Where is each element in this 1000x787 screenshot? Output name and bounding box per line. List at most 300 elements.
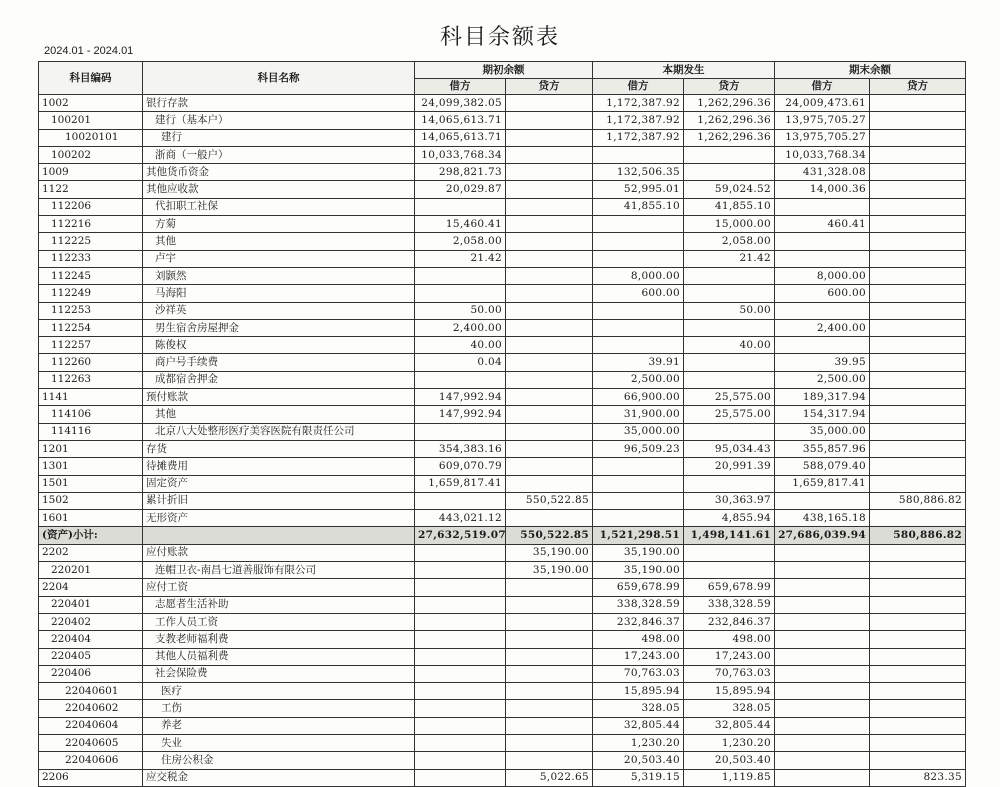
cell-current-credit: 1,262,296.36 (684, 112, 775, 129)
cell-closing-debit: 27,686,039.94 (775, 527, 870, 544)
cell-account-name: 刘颢然 (143, 267, 415, 284)
cell-account-code: 1501 (39, 475, 143, 492)
cell-current-credit: 659,678.99 (684, 579, 775, 596)
cell-account-name: 其他应收款 (143, 181, 415, 198)
cell-account-code: 10020101 (39, 129, 143, 146)
cell-opening-credit (506, 510, 593, 527)
cell-account-name: 其他人员福利费 (143, 648, 415, 665)
table-row (39, 492, 966, 509)
cell-opening-debit (415, 769, 506, 786)
cell-closing-debit: 189,317.94 (775, 389, 870, 406)
cell-current-credit: 50.00 (684, 302, 775, 319)
cell-closing-debit: 600.00 (775, 285, 870, 302)
cell-current-debit: 1,521,298.51 (593, 527, 684, 544)
cell-closing-credit: 580,886.82 (870, 527, 966, 544)
cell-current-debit (593, 216, 684, 233)
subtotal-row (39, 527, 966, 544)
cell-opening-debit: 15,460.41 (415, 216, 506, 233)
cell-current-debit (593, 146, 684, 163)
cell-closing-credit (870, 596, 966, 613)
cell-account-code: 2202 (39, 544, 143, 561)
cell-opening-debit (415, 267, 506, 284)
cell-closing-debit (775, 700, 870, 717)
cell-account-name: 应交税金 (143, 769, 415, 786)
cell-current-credit (684, 164, 775, 181)
cell-opening-debit: 1,659,817.41 (415, 475, 506, 492)
cell-opening-credit (506, 198, 593, 215)
cell-opening-credit (506, 233, 593, 250)
table-row (39, 389, 966, 406)
cell-account-code: 1601 (39, 510, 143, 527)
cell-current-debit: 39.91 (593, 354, 684, 371)
cell-opening-credit (506, 267, 593, 284)
cell-opening-debit: 14,065,613.71 (415, 129, 506, 146)
cell-current-debit (593, 475, 684, 492)
table-header (39, 62, 966, 95)
table-row (39, 440, 966, 457)
cell-current-credit (684, 319, 775, 336)
cell-closing-debit: 1,659,817.41 (775, 475, 870, 492)
cell-account-name: 预付账款 (143, 389, 415, 406)
cell-closing-debit: 154,317.94 (775, 406, 870, 423)
cell-current-debit (593, 250, 684, 267)
cell-closing-credit (870, 683, 966, 700)
cell-closing-debit (775, 648, 870, 665)
table-body (39, 95, 966, 787)
cell-current-debit: 32,805.44 (593, 717, 684, 734)
cell-closing-credit (870, 250, 966, 267)
cell-opening-credit (506, 631, 593, 648)
cell-opening-credit (506, 406, 593, 423)
cell-account-code: 112253 (39, 302, 143, 319)
cell-current-credit: 1,230.20 (684, 734, 775, 751)
cell-opening-credit (506, 717, 593, 734)
cell-opening-debit: 24,099,382.05 (415, 95, 506, 112)
cell-account-code: 22040601 (39, 683, 143, 700)
cell-account-code: 2206 (39, 769, 143, 786)
cell-opening-debit: 20,029.87 (415, 181, 506, 198)
cell-closing-credit (870, 475, 966, 492)
col-header-opening-credit: 贷方 (506, 79, 593, 95)
cell-opening-credit (506, 95, 593, 112)
cell-opening-credit (506, 475, 593, 492)
cell-account-code: 220402 (39, 613, 143, 630)
cell-opening-credit (506, 129, 593, 146)
cell-opening-debit: 14,065,613.71 (415, 112, 506, 129)
table-row (39, 734, 966, 751)
table-row (39, 302, 966, 319)
cell-account-code: 114116 (39, 423, 143, 440)
cell-current-debit: 498.00 (593, 631, 684, 648)
cell-closing-credit (870, 129, 966, 146)
cell-account-code: 220404 (39, 631, 143, 648)
cell-opening-debit (415, 700, 506, 717)
cell-account-code: (资产)小计: (39, 527, 143, 544)
cell-account-name: 医疗 (143, 683, 415, 700)
cell-account-name: 其他货币资金 (143, 164, 415, 181)
cell-current-credit: 40.00 (684, 337, 775, 354)
cell-account-name: 失业 (143, 734, 415, 751)
cell-opening-credit (506, 613, 593, 630)
table-row (39, 285, 966, 302)
cell-current-debit: 1,172,387.92 (593, 95, 684, 112)
cell-opening-debit: 10,033,768.34 (415, 146, 506, 163)
cell-account-code: 1301 (39, 458, 143, 475)
cell-account-code: 1122 (39, 181, 143, 198)
table-row (39, 267, 966, 284)
cell-closing-debit: 13,975,705.27 (775, 112, 870, 129)
col-header-closing-credit: 贷方 (870, 79, 966, 95)
table-row (39, 579, 966, 596)
table-row (39, 198, 966, 215)
cell-closing-debit: 431,328.08 (775, 164, 870, 181)
cell-opening-debit: 40.00 (415, 337, 506, 354)
col-header-closing: 期末余额 (775, 62, 966, 79)
table-row (39, 164, 966, 181)
cell-account-code: 112206 (39, 198, 143, 215)
cell-opening-credit: 35,190.00 (506, 562, 593, 579)
cell-closing-credit (870, 285, 966, 302)
cell-closing-debit: 24,009,473.61 (775, 95, 870, 112)
cell-current-debit: 1,230.20 (593, 734, 684, 751)
cell-current-credit: 1,119.85 (684, 769, 775, 786)
cell-closing-credit (870, 648, 966, 665)
cell-current-credit (684, 544, 775, 561)
cell-closing-credit (870, 146, 966, 163)
cell-current-credit: 70,763.03 (684, 665, 775, 682)
cell-closing-debit (775, 717, 870, 734)
cell-closing-credit (870, 354, 966, 371)
cell-account-name: 存货 (143, 440, 415, 457)
cell-opening-debit (415, 423, 506, 440)
cell-opening-debit: 147,992.94 (415, 389, 506, 406)
cell-current-credit: 17,243.00 (684, 648, 775, 665)
cell-account-name: 应付账款 (143, 544, 415, 561)
cell-closing-credit (870, 406, 966, 423)
cell-account-name: 连帽卫衣-南昌七道善服饰有限公司 (143, 562, 415, 579)
cell-opening-debit: 50.00 (415, 302, 506, 319)
cell-opening-credit: 35,190.00 (506, 544, 593, 561)
cell-opening-debit: 443,021.12 (415, 510, 506, 527)
cell-account-code: 220201 (39, 562, 143, 579)
cell-opening-debit (415, 285, 506, 302)
cell-closing-credit (870, 337, 966, 354)
cell-opening-debit (415, 492, 506, 509)
cell-current-debit (593, 510, 684, 527)
cell-account-code: 22040602 (39, 700, 143, 717)
cell-opening-debit (415, 648, 506, 665)
cell-current-debit: 8,000.00 (593, 267, 684, 284)
cell-closing-debit: 2,400.00 (775, 319, 870, 336)
cell-opening-credit (506, 440, 593, 457)
table-row (39, 700, 966, 717)
cell-opening-credit (506, 700, 593, 717)
cell-opening-credit (506, 648, 593, 665)
cell-opening-debit: 298,821.73 (415, 164, 506, 181)
cell-account-code: 1141 (39, 389, 143, 406)
cell-current-credit: 30,363.97 (684, 492, 775, 509)
cell-account-code: 112263 (39, 371, 143, 388)
table-row (39, 216, 966, 233)
cell-current-debit: 5,319.15 (593, 769, 684, 786)
col-header-code: 科目编码 (39, 62, 143, 95)
cell-closing-debit (775, 302, 870, 319)
cell-opening-credit (506, 683, 593, 700)
cell-account-name: 养老 (143, 717, 415, 734)
cell-closing-credit (870, 319, 966, 336)
table-row (39, 181, 966, 198)
cell-account-name (143, 527, 415, 544)
cell-account-name: 支教老师福利费 (143, 631, 415, 648)
cell-current-debit: 66,900.00 (593, 389, 684, 406)
cell-current-debit: 70,763.03 (593, 665, 684, 682)
cell-account-name: 代扣职工社保 (143, 198, 415, 215)
cell-closing-credit (870, 717, 966, 734)
cell-account-code: 220405 (39, 648, 143, 665)
cell-opening-debit (415, 371, 506, 388)
cell-account-code: 1201 (39, 440, 143, 457)
cell-closing-debit: 39.95 (775, 354, 870, 371)
table-row (39, 233, 966, 250)
cell-closing-credit (870, 613, 966, 630)
table-row (39, 337, 966, 354)
cell-closing-credit (870, 112, 966, 129)
cell-closing-debit (775, 752, 870, 769)
cell-closing-debit: 2,500.00 (775, 371, 870, 388)
table-row (39, 717, 966, 734)
cell-opening-debit (415, 613, 506, 630)
cell-opening-credit (506, 337, 593, 354)
cell-current-debit: 15,895.94 (593, 683, 684, 700)
cell-closing-credit (870, 389, 966, 406)
table-row (39, 665, 966, 682)
cell-opening-credit (506, 389, 593, 406)
table-row (39, 544, 966, 561)
page-title: 科目余额表 (439, 25, 560, 50)
cell-current-debit: 232,846.37 (593, 613, 684, 630)
cell-account-code: 114106 (39, 406, 143, 423)
table-row (39, 371, 966, 388)
cell-opening-debit (415, 665, 506, 682)
table-row (39, 475, 966, 492)
report-period: 2024.01 - 2024.01 (44, 45, 134, 57)
cell-account-name: 卢宇 (143, 250, 415, 267)
cell-closing-debit (775, 544, 870, 561)
cell-opening-debit (415, 734, 506, 751)
cell-closing-credit (870, 579, 966, 596)
table-row (39, 769, 966, 786)
cell-closing-credit (870, 734, 966, 751)
cell-opening-debit (415, 683, 506, 700)
cell-opening-credit (506, 665, 593, 682)
cell-closing-debit (775, 492, 870, 509)
cell-opening-credit (506, 285, 593, 302)
cell-current-debit (593, 302, 684, 319)
cell-current-debit (593, 319, 684, 336)
cell-account-code: 112260 (39, 354, 143, 371)
cell-closing-credit (870, 95, 966, 112)
col-header-opening-debit: 借方 (415, 79, 506, 95)
cell-closing-credit (870, 752, 966, 769)
cell-closing-debit (775, 734, 870, 751)
cell-account-name: 成都宿舍押金 (143, 371, 415, 388)
cell-opening-debit (415, 198, 506, 215)
cell-closing-credit (870, 665, 966, 682)
cell-closing-debit (775, 233, 870, 250)
cell-closing-credit (870, 164, 966, 181)
table-row (39, 354, 966, 371)
cell-current-credit: 1,262,296.36 (684, 95, 775, 112)
cell-account-name: 银行存款 (143, 95, 415, 112)
table-row (39, 95, 966, 112)
cell-opening-debit (415, 717, 506, 734)
cell-current-credit: 25,575.00 (684, 389, 775, 406)
cell-current-credit: 15,895.94 (684, 683, 775, 700)
col-header-name: 科目名称 (143, 62, 415, 95)
cell-closing-debit: 10,033,768.34 (775, 146, 870, 163)
cell-current-credit (684, 354, 775, 371)
cell-account-code: 2204 (39, 579, 143, 596)
cell-account-code: 112254 (39, 319, 143, 336)
cell-account-name: 其他 (143, 406, 415, 423)
cell-current-credit: 25,575.00 (684, 406, 775, 423)
cell-current-credit: 338,328.59 (684, 596, 775, 613)
col-header-closing-debit: 借方 (775, 79, 870, 95)
table-row (39, 683, 966, 700)
cell-account-code: 1002 (39, 95, 143, 112)
cell-current-credit: 32,805.44 (684, 717, 775, 734)
cell-closing-debit (775, 613, 870, 630)
cell-account-code: 220406 (39, 665, 143, 682)
cell-account-name: 北京八大处整形医疗美容医院有限责任公司 (143, 423, 415, 440)
cell-current-debit: 328.05 (593, 700, 684, 717)
cell-current-debit: 1,172,387.92 (593, 112, 684, 129)
table-row (39, 423, 966, 440)
cell-current-debit (593, 458, 684, 475)
cell-current-debit: 20,503.40 (593, 752, 684, 769)
cell-closing-debit (775, 665, 870, 682)
cell-account-code: 100201 (39, 112, 143, 129)
cell-opening-credit (506, 181, 593, 198)
cell-account-code: 1009 (39, 164, 143, 181)
cell-opening-debit (415, 752, 506, 769)
cell-current-debit: 35,000.00 (593, 423, 684, 440)
cell-current-debit (593, 492, 684, 509)
cell-current-credit (684, 371, 775, 388)
cell-opening-debit (415, 579, 506, 596)
cell-closing-debit: 588,079.40 (775, 458, 870, 475)
cell-account-name: 其他 (143, 233, 415, 250)
cell-opening-debit: 2,058.00 (415, 233, 506, 250)
cell-account-name: 累计折旧 (143, 492, 415, 509)
cell-account-name: 马海阳 (143, 285, 415, 302)
cell-closing-credit (870, 562, 966, 579)
cell-opening-debit: 21.42 (415, 250, 506, 267)
cell-opening-credit (506, 734, 593, 751)
table-row (39, 596, 966, 613)
cell-closing-credit (870, 631, 966, 648)
table-row (39, 562, 966, 579)
cell-closing-debit: 13,975,705.27 (775, 129, 870, 146)
cell-closing-credit: 580,886.82 (870, 492, 966, 509)
cell-closing-credit (870, 267, 966, 284)
cell-opening-debit (415, 631, 506, 648)
cell-account-code: 220401 (39, 596, 143, 613)
cell-current-debit: 41,855.10 (593, 198, 684, 215)
cell-current-credit: 1,498,141.61 (684, 527, 775, 544)
table-row (39, 631, 966, 648)
cell-opening-debit (415, 596, 506, 613)
table-row (39, 458, 966, 475)
cell-opening-credit (506, 216, 593, 233)
cell-account-name: 建行（基本户） (143, 112, 415, 129)
table-row (39, 250, 966, 267)
col-header-current-debit: 借方 (593, 79, 684, 95)
cell-closing-debit (775, 769, 870, 786)
cell-closing-credit (870, 458, 966, 475)
cell-opening-debit: 27,632,519.07 (415, 527, 506, 544)
cell-opening-credit (506, 302, 593, 319)
cell-current-debit: 659,678.99 (593, 579, 684, 596)
cell-current-debit: 1,172,387.92 (593, 129, 684, 146)
cell-closing-debit: 8,000.00 (775, 267, 870, 284)
cell-closing-debit: 460.41 (775, 216, 870, 233)
cell-account-code: 112225 (39, 233, 143, 250)
cell-account-code: 22040605 (39, 734, 143, 751)
cell-account-name: 无形资产 (143, 510, 415, 527)
cell-current-debit: 96,509.23 (593, 440, 684, 457)
cell-closing-debit (775, 562, 870, 579)
cell-account-name: 待摊费用 (143, 458, 415, 475)
cell-opening-debit: 0.04 (415, 354, 506, 371)
cell-current-debit (593, 337, 684, 354)
cell-opening-debit: 354,383.16 (415, 440, 506, 457)
cell-current-debit: 132,506.35 (593, 164, 684, 181)
cell-opening-credit: 5,022.65 (506, 769, 593, 786)
cell-current-credit: 15,000.00 (684, 216, 775, 233)
cell-account-code: 1502 (39, 492, 143, 509)
cell-current-credit: 328.05 (684, 700, 775, 717)
cell-current-credit: 41,855.10 (684, 198, 775, 215)
cell-current-debit: 35,190.00 (593, 544, 684, 561)
cell-account-code: 22040604 (39, 717, 143, 734)
cell-account-name: 商户号手续费 (143, 354, 415, 371)
cell-account-code: 112245 (39, 267, 143, 284)
table-row (39, 129, 966, 146)
cell-opening-debit: 2,400.00 (415, 319, 506, 336)
cell-opening-debit (415, 544, 506, 561)
cell-opening-debit (415, 562, 506, 579)
cell-current-credit: 95,034.43 (684, 440, 775, 457)
cell-account-name: 工作人员工资 (143, 613, 415, 630)
cell-closing-debit (775, 250, 870, 267)
cell-account-name: 沙祥英 (143, 302, 415, 319)
table-row (39, 613, 966, 630)
cell-account-code: 22040606 (39, 752, 143, 769)
table-row (39, 406, 966, 423)
cell-closing-debit (775, 579, 870, 596)
cell-account-name: 方菊 (143, 216, 415, 233)
cell-closing-credit (870, 510, 966, 527)
cell-current-credit: 20,991.39 (684, 458, 775, 475)
cell-opening-credit (506, 112, 593, 129)
cell-opening-credit (506, 354, 593, 371)
cell-current-credit (684, 562, 775, 579)
cell-closing-debit: 35,000.00 (775, 423, 870, 440)
col-header-opening: 期初余额 (415, 62, 593, 79)
cell-account-name: 志愿者生活补助 (143, 596, 415, 613)
cell-account-name: 固定资产 (143, 475, 415, 492)
